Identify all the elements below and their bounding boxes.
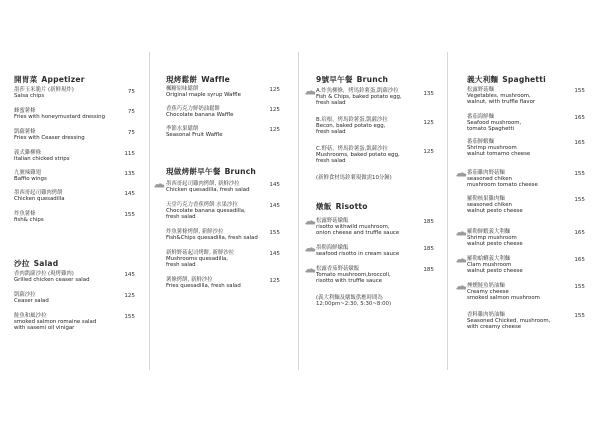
- section-title-spaghetti: 義大利麵 Spaghetti: [467, 75, 546, 84]
- menu-item: 薯條烤餅, 新鮮沙拉 Fries quesadilla, fresh salad: [166, 277, 241, 290]
- menu-price: 125: [423, 149, 434, 155]
- section-title-appetizer: 開胃菜 Appetizer: [14, 75, 85, 84]
- menu-price: 125: [269, 87, 280, 93]
- menu-item: 天堂巧克力香蕉烤餅 水果沙拉 Chocolate banana quesadilla, fresh salad: [166, 202, 246, 221]
- menu-price: 185: [423, 219, 434, 225]
- menu-price: 145: [269, 203, 280, 209]
- menu-price: 145: [124, 191, 135, 197]
- menu-item: 番茄雞肉野菇麵 seasoned chiken mushroom tomato cheese: [467, 170, 538, 189]
- menu-item: 墨西哥起司雞肉烤餅 Chicken quesadilla: [14, 190, 65, 203]
- section-title-salad: 沙拉 Salad: [14, 259, 59, 268]
- column-divider: [447, 52, 448, 370]
- cloud-icon: [456, 231, 467, 236]
- menu-item: 羅勒核果雞肉麵 seasoned chiken walnut pesto cheese: [467, 196, 523, 215]
- menu-price: 125: [269, 107, 280, 113]
- section-title-9-brunch: 9號早午餐 Brunch: [316, 75, 389, 84]
- menu-price: 125: [423, 120, 434, 126]
- cloud-icon: [456, 258, 467, 263]
- section-title-risotto: 燉飯 Risotto: [316, 202, 368, 211]
- menu-item: 羅勒蛤蜊義大利麵 Clam mushroom walnut pesto cheese: [467, 256, 523, 275]
- menu-price: 165: [574, 115, 585, 121]
- menu-price: 115: [124, 151, 135, 157]
- menu-price: 165: [574, 140, 585, 146]
- menu-item: 楓糖原味鬆餅 Original maple syrup Waffle: [166, 86, 241, 99]
- menu-item: 義式雞柳條 Italian chicked strips: [14, 150, 70, 163]
- menu-item: 墨莎玉米脆片 (新鮮現炸) Salsa chips: [14, 87, 74, 100]
- menu-item: A.炸魚柳條，烤馬鈴薯蛋,凱薩沙拉 Fish & Chips, baked potato egg, fresh salad: [316, 88, 402, 107]
- menu-price: 75: [127, 89, 135, 95]
- prep-time-note: (新鮮食材馬鈴薯現做需10分鐘): [316, 175, 392, 181]
- cloud-icon: [305, 220, 316, 225]
- menu-price: 145: [269, 182, 280, 188]
- cloud-icon: [305, 90, 316, 95]
- menu-item: B.培根，烤馬鈴薯蛋,凱薩沙拉 Becon, baked potato egg, fresh salad: [316, 117, 388, 136]
- menu-item: 蜂蜜薯條 Fries with honeymustard dressing: [14, 108, 105, 121]
- menu-price: 165: [574, 257, 585, 263]
- menu-price: 145: [124, 272, 135, 278]
- menu-item: 松露野菇麵 Vegetables, mushroom, walnut, with truffle flavor: [467, 87, 536, 106]
- menu-item: 松露香茄野菇燉飯 Tomato mushroom,broccoli, risotto with truffle sauce: [316, 266, 391, 285]
- menu-item: 香蕉巧克力鮮奶油鬆餅 Chocolate banana Waffle: [166, 106, 234, 119]
- cloud-icon: [154, 183, 165, 188]
- menu-item: 炸魚薯條烤餅, 新鮮沙拉 Fish&Chips quesadilla, fresh salad: [166, 229, 258, 242]
- menu-item: 新鮮野菇起司烤餅, 新鮮沙拉 Mushrooms quesadilla, fresh salad: [166, 250, 235, 269]
- menu-price: 75: [127, 130, 135, 136]
- menu-price: 155: [574, 284, 585, 290]
- menu-price: 185: [423, 267, 434, 273]
- section-title-brunch: 現做烤餅早午餐 Brunch: [166, 167, 257, 176]
- cloud-icon: [305, 268, 316, 273]
- menu-price: 125: [124, 293, 135, 299]
- section-title-waffle: 現烤鬆餅 Waffle: [166, 75, 230, 84]
- menu-item: 鮭魚和風沙拉 smoked salmon romaine salad with sasemi oil vinigar: [14, 313, 97, 332]
- menu-price: 165: [574, 230, 585, 236]
- menu-item: 凱薩薯條 Fries with Ceaser dressing: [14, 129, 85, 142]
- menu-item: 羅勒鮮蝦義大利麵 Shrimp mushroom walnut pesto cheese: [467, 229, 523, 248]
- menu-item: 番茄鮮蝦麵 Shrimp mushroom walnut tomamo cheese: [467, 139, 531, 158]
- menu-item: 香料雞肉奶油麵 Seasoned Chicked, mushroom, with creamy cheese: [467, 312, 551, 331]
- menu-item: 季節水果鬆餅 Seasonal Fruit Waffle: [166, 126, 223, 139]
- menu-item: 香肉凱薩沙拉 (現烤雞肉) Grilled chicken ceaser salad: [14, 271, 90, 284]
- menu-item: 墨勒海鮮燉飯 seafood risotto in cream sauce: [316, 245, 400, 258]
- menu-item: C.野菇，烤馬鈴薯蛋,凱薩沙拉 Mushrooms, baked potato egg, fresh salad: [316, 146, 400, 165]
- cloud-icon: [456, 285, 467, 290]
- menu-price: 155: [269, 230, 280, 236]
- menu-price: 155: [124, 314, 135, 320]
- menu-item: 炸魚薯條 fish& chips: [14, 211, 44, 224]
- menu-price: 155: [574, 88, 585, 94]
- menu-price: 155: [574, 313, 585, 319]
- menu-item: 番茄海鮮麵 Seafood mushroom, tomato Spaghetti: [467, 114, 522, 133]
- menu-price: 135: [124, 171, 135, 177]
- serving-hours-note: (義大利麵及燉飯供應時間為 12:00pm~2:30, 5:30~8:00): [316, 295, 392, 308]
- column-divider: [149, 52, 150, 370]
- menu-price: 185: [423, 246, 434, 252]
- menu-price: 125: [269, 278, 280, 284]
- menu-price: 155: [574, 171, 585, 177]
- menu-price: 75: [127, 109, 135, 115]
- menu-price: 155: [124, 212, 135, 218]
- menu-item: 煙燻鮭魚奶油麵 Creamy cheese smoked salmon mushroom: [467, 283, 540, 302]
- menu-price: 145: [269, 251, 280, 257]
- cloud-icon: [456, 172, 467, 177]
- menu-price: 135: [423, 91, 434, 97]
- menu-item: 凱薩沙拉 Ceaser salad: [14, 292, 49, 305]
- column-divider: [298, 52, 299, 370]
- menu-item: 九號辣雞翅 Baffio wings: [14, 170, 47, 183]
- cloud-icon: [305, 247, 316, 252]
- menu-item: 松露野菇燉飯 risotto withwild mushroom, onion cheese and truffle sauce: [316, 218, 400, 237]
- menu-price: 125: [269, 127, 280, 133]
- menu-item: 墨西哥起司雞肉烤餅, 新鮮沙拉 Chicken quesadilla, fresh salad: [166, 181, 250, 194]
- menu-price: 155: [574, 197, 585, 203]
